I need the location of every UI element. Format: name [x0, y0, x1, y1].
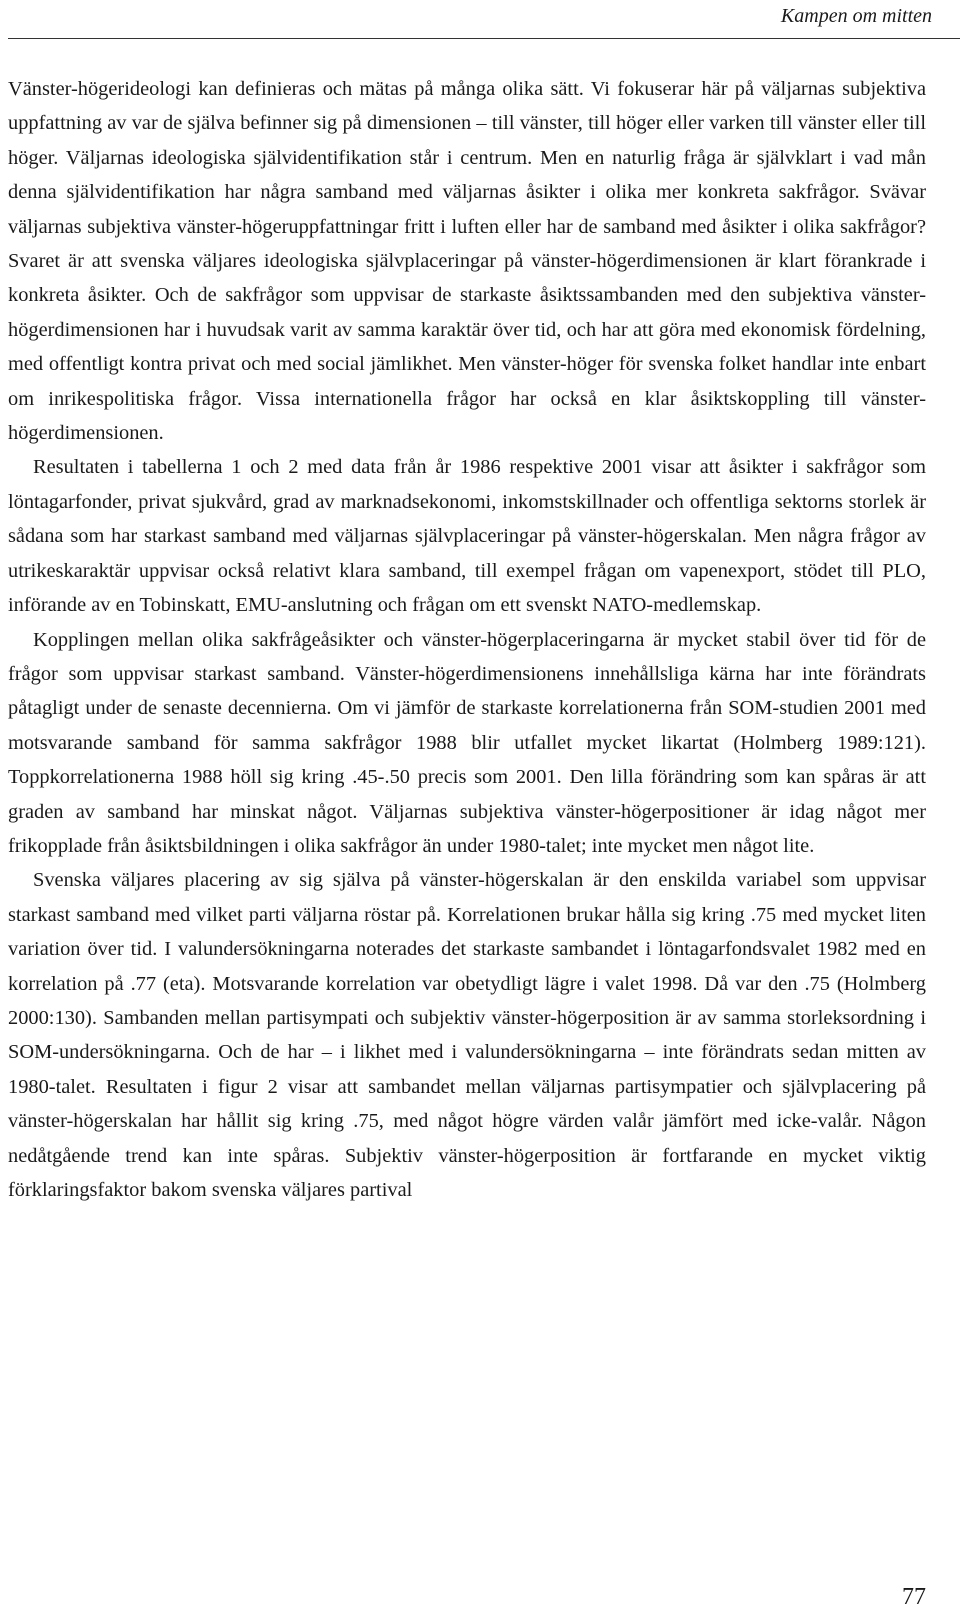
paragraph-1: Vänster-högerideologi kan definieras och mätas på många olika sätt. Vi fokuserar här på väljarnas subjektiva uppfattning av var de själva befinner sig på dimensionen – till vänster, till höger eller varken till vänster eller till höger. Väljarnas ideologiska självidentifikation står i centrum. Men en naturlig fråga är självklart i vad mån denna självidentifikation har några samband med väljarnas åsikter i olika mer konkreta sakfrågor. Svävar väljarnas subjektiva vänster-högeruppfattningar fritt i luften eller har de samband med åsikter i olika sakfrågor? Svaret är att svenska väljares ideologiska självplaceringar på vänster-högerdimensionen är klart förankrade i konkreta åsikter. Och de sakfrågor som uppvisar de starkaste åsiktssambanden med den subjektiva vänster-högerdimensionen har i huvudsak varit av samma karaktär över tid, och har att göra med ekonomisk fördelning, med offentligt kontra privat och med social jämlikhet. Men vänster-höger för svenska folket handlar inte enbart om inrikespolitiska frågor. Vissa internationella frågor har också en klar åsiktskoppling till vänster-högerdimensionen. [8, 78, 926, 445]
header-rule [8, 38, 960, 39]
running-head-title: Kampen om mitten [780, 5, 932, 27]
paragraph-4: Svenska väljares placering av sig själva på vänster-högerskalan är den enskilda variabel som uppvisar starkast samband med vilket parti väljarna röstar på. Korrelationen brukar hålla sig kring .75 med mycket liten variation över tid. I valundersökningarna noterades det starkaste sambandet i löntagarfondsvalet 1982 med en korrelation på .77 (eta). Motsvarande korrelation var obetydligt lägre i valet 1998. Då var den .75 (Holmberg 2000:130). Sambanden mellan partisympati och subjektiv vänster-högerposition är av samma storleksordning i SOM-undersökningarna. Och de har – i likhet med i valundersökningarna – inte förändrats sedan mitten av 1980-talet. Resultaten i figur 2 visar att sambandet mellan väljarnas partisympatier och självplacering på vänster-högerskalan har hållit sig kring .75, med något högre värden valår jämfört med icke-valår. Någon nedåtgående trend kan inte spåras. Subjektiv vänster-högerposition är fortfarande en mycket viktig förklaringsfaktor bakom svenska väljares partival [8, 869, 926, 1201]
body-text [8, 72, 926, 1207]
paragraph-3: Kopplingen mellan olika sakfrågeåsikter och vänster-högerplaceringarna är mycket stabil över tid för de frågor som uppvisar starkast samband. Vänster-högerdimensionens innehållsliga kärna har inte förändrats påtagligt under de senaste decennierna. Om vi jämför de starkaste korrelationerna från SOM-studien 2001 med motsvarande samband för samma sakfrågor 1988 blir utfallet mycket likartat (Holmberg 1989:121). Toppkorrelationerna 1988 höll sig kring .45-.50 precis som 2001. Den lilla förändring som kan spåras är att graden av samband har minskat något. Väljarnas subjektiva vänster-högerpositioner är idag något mer frikopplade från åsiktsbildningen i olika sakfrågor än under 1980-talet; inte mycket men något lite. [8, 628, 926, 857]
paragraph-2: Resultaten i tabellerna 1 och 2 med data från år 1986 respektive 2001 visar att åsikter i sakfrågor som löntagarfonder, privat sjukvård, grad av marknadsekonomi, inkomstskillnader och offentliga sektorns storlek är sådana som har starkast samband med väljarnas självplaceringar på vänster-högerskalan. Men några frågor av utrikeskaraktär uppvisar också relativt klara samband, till exempel frågan om vapenexport, stödet till PLO, införande av en Tobinskatt, EMU-anslutning och frågan om ett svenskt NATO-medlemskap. [8, 456, 926, 617]
page-number: 77 [902, 1584, 926, 1610]
